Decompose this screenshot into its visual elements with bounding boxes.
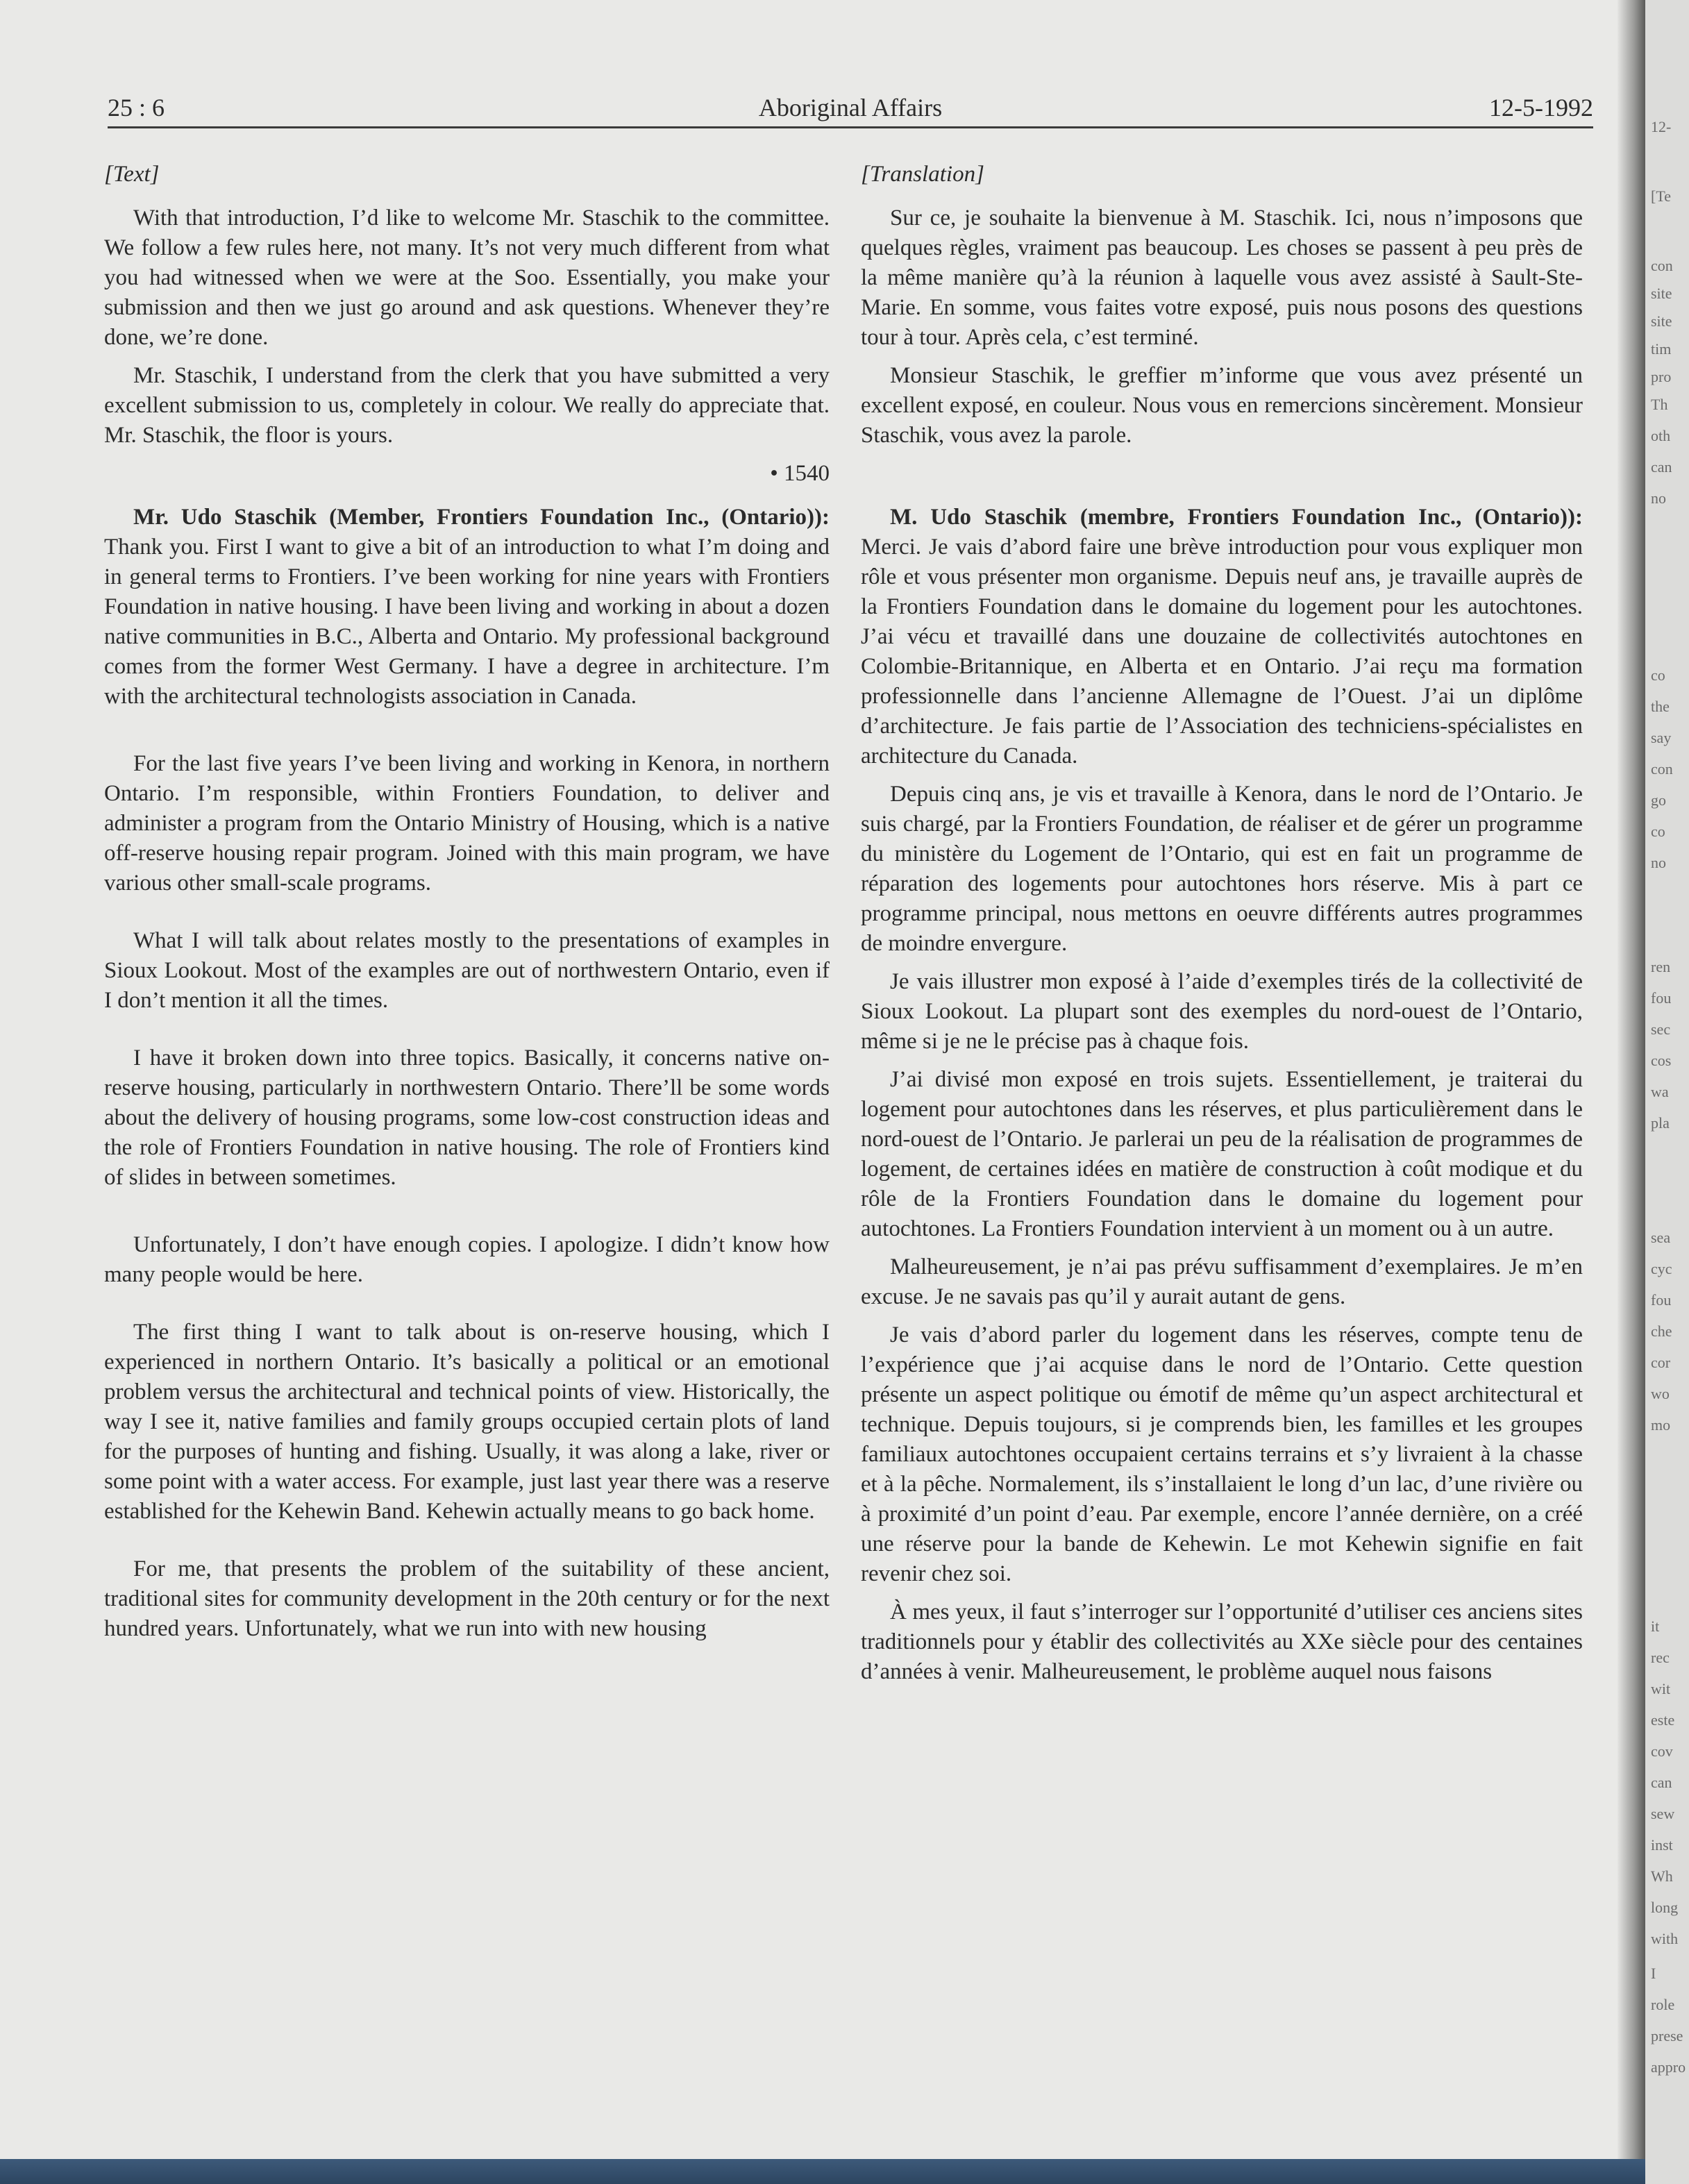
adjacent-page-text-fragment: long [1651,1899,1679,1916]
adjacent-page-text-fragment: appro [1651,2058,1686,2076]
adjacent-page-text-fragment: it [1651,1618,1660,1635]
adjacent-page-edge [1645,0,1689,2184]
adjacent-page-text-fragment: I [1651,1965,1656,1982]
speaker-paragraph [861,503,1583,771]
adjacent-page-text-fragment: site [1651,285,1672,302]
adjacent-page-text-fragment: can [1651,1774,1672,1791]
adjacent-page-text-fragment: fou [1651,989,1672,1007]
paragraph: J’ai divisé mon exposé en trois sujets. Essentiellement, je traiterai du logement pour autochtones dans les réserves, et plus particulièrement dans le nord-ouest de l’Ontario. Je parlerai un peu de la réalisation de programmes de logement, de certaines idées en matière de construction à coût modique et du rôle de la Frontiers Foundation dans le domaine du logement pour autochtones. La Frontiers Foundation intervient à un moment ou à un autre. [861,1067,1583,1241]
adjacent-page-text-fragment: sea [1651,1229,1671,1246]
adjacent-page-text-fragment: pla [1651,1114,1670,1132]
adjacent-page-text-fragment: sew [1651,1805,1675,1822]
english-column [104,160,830,1652]
adjacent-page-text-fragment: tim [1651,340,1672,358]
page-header [108,90,1593,128]
adjacent-page-text-fragment: cyc [1651,1260,1672,1277]
page-title: Aboriginal Affairs [758,94,943,121]
paragraph: Depuis cinq ans, je vis et travaille à Kenora, dans le nord de l’Ontario. Je suis chargé, par la Frontiers Foundation, de réaliser et de gérer un programme du ministère du Logement de l’Ontario, qui est en fait un programme de réparation des logements pour autochtones hors réserve. Mis à part ce programme principal, nous mettons en oeuvre différents autres programmes de moindre envergure. [861,782,1583,956]
adjacent-page-text-fragment: rec [1651,1649,1670,1666]
paragraph: With that introduction, I’d like to welcome Mr. Staschik to the committee. We follow a few rules here, not many. It’s not very much different from what you had witnessed when we were at the Soo. Essentially, you make your submission and then we just go around and ask questions. Whenever they’re done, we’re done. [104,205,830,350]
adjacent-page-text-fragment: no [1651,854,1666,871]
adjacent-page-text-fragment: pro [1651,368,1672,385]
binding-edge [0,2159,1645,2184]
paragraph: The first thing I want to talk about is on-reserve housing, which I experienced in northern Ontario. It’s basically a political or an emotional problem versus the architectural and technical points of view. Historically, the way I see it, native families and family groups occupied certain plots of land for the purposes of hunting and fishing. Usually, it was along a lake, river or some point with a water access. For example, just last year there was a reserve established for the Kehewin Band. Kehewin actually means to go back home. [104,1320,830,1524]
page-number: 25 : 6 [108,94,165,121]
adjacent-page-text-fragment: cor [1651,1354,1671,1371]
book-spine-shadow [1617,0,1645,2184]
adjacent-page-text-fragment: mo [1651,1416,1671,1434]
adjacent-page-text-fragment: the [1651,698,1670,715]
adjacent-page-text-fragment: con [1651,760,1673,778]
adjacent-page-text-fragment: wo [1651,1385,1670,1402]
paragraph: À mes yeux, il faut s’interroger sur l’opportunité d’utiliser ces anciens sites traditionnels pour y établir des collectivités au XXe siècle pour des centaines d’années à venir. Malheureusement, le problème auquel nous faisons [861,1599,1583,1684]
adjacent-page-text-fragment: prese [1651,2027,1683,2044]
adjacent-page-text-fragment: co [1651,666,1665,684]
adjacent-page-text-fragment: can [1651,458,1672,476]
adjacent-page-text-fragment: no [1651,489,1666,507]
adjacent-page-text-fragment: cos [1651,1052,1672,1069]
translation-tag: [Translation] [861,162,984,187]
french-column [861,160,1583,1695]
adjacent-page-text-fragment: wit [1651,1680,1671,1697]
adjacent-page-text-fragment: [Te [1651,187,1671,205]
adjacent-page-text-fragment: with [1651,1930,1679,1947]
adjacent-page-text-fragment: oth [1651,427,1671,444]
adjacent-page-text-fragment: go [1651,791,1666,809]
adjacent-page-text-fragment: ren [1651,958,1671,975]
adjacent-page-text-fragment: cov [1651,1742,1673,1760]
adjacent-page-text-fragment: che [1651,1322,1672,1340]
adjacent-page-text-fragment: wa [1651,1083,1669,1100]
paragraph: Je vais illustrer mon exposé à l’aide d’exemples tirés de la collectivité de Sioux Lookout. La plupart sont des exemples du nord-ouest de l’Ontario, même si je ne le précise pas à chaque fois. [861,969,1583,1054]
paragraph: Malheureusement, je n’ai pas prévu suffisamment d’exemplaires. Je m’en excuse. Je ne savais pas qu’il y aurait autant de gens. [861,1254,1583,1309]
adjacent-page-text-fragment: site [1651,312,1672,330]
paragraph: What I will talk about relates mostly to the presentations of examples in Sioux Lookout. Most of the examples are out of northwestern Ontario, even if I don’t mention it all the times. [104,928,830,1013]
adjacent-page-text-fragment: con [1651,257,1673,274]
paragraph: Je vais d’abord parler du logement dans les réserves, compte tenu de l’expérience que j’ai acquise dans le nord de l’Ontario. Cette question présente un aspect politique ou émotif de même qu’un aspect architectural et technique. Depuis toujours, si je comprends bien, les familles et les groupes familiaux autochtones occupaient certains terrains et s’y livraient à la chasse et à la pêche. Normalement, ils s’installaient le long d’un lac, d’une rivière ou à proximité d’un point d’eau. Par exemple, encore l’année dernière, on a créé une réserve pour la bande de Kehewin. Le mot Kehewin signifie en fait revenir chez soi. [861,1322,1583,1586]
adjacent-page-text-fragment: say [1651,729,1672,746]
speaker-text: Merci. Je vais d’abord faire une brève introduction pour vous expliquer mon rôle et vous présenter mon organisme. Depuis neuf ans, je travaille auprès de la Frontiers Foundation dans le domaine du logement pour les autochtones. J’ai vécu et travaillé dans une douzaine de collectivités autochtones en Colombie-Britannique, en Alberta et en Ontario. J’ai reçu ma formation professionnelle dans l’ancienne Allemagne de l’Ouest. J’ai un diplôme d’architecture. Je fais partie de l’Association des techniciens-spécialistes en architecture du Canada. [861,535,1583,768]
adjacent-page-text-fragment: Th [1651,396,1668,413]
text-tag: [Text] [104,162,160,187]
paragraph: I have it broken down into three topics. Basically, it concerns native on-reserve housing, particularly in northwestern Ontario. There’ll be some words about the delivery of housing programs, some low-cost construction ideas and the role of Frontiers Foundation in native housing. The role of Frontiers kind of slides in between sometimes. [104,1045,830,1190]
adjacent-page-text-fragment: role [1651,1996,1675,2013]
page-date: 12-5-1992 [1489,94,1593,121]
adjacent-page-text-fragment: inst [1651,1836,1673,1854]
speaker-text: Thank you. First I want to give a bit of an introduction to what I’m doing and in general terms to Frontiers. I’ve been working for nine years with Frontiers Foundation in native housing. I have been living and working in about a dozen native communities in B.C., Alberta and Ontario. My professional background comes from the former West Germany. I have a degree in architecture. I’m with the architectural technologists association in Canada. [104,535,830,709]
speaker-paragraph [104,503,830,712]
adjacent-page-text-fragment: Wh [1651,1867,1673,1885]
adjacent-page-text-fragment: co [1651,823,1665,840]
paragraph: For me, that presents the problem of the suitability of these ancient, traditional sites for community development in the 20th century or for the next hundred years. Unfortunately, what we run into with new housing [104,1556,830,1641]
paragraph: Mr. Staschik, I understand from the clerk that you have submitted a very excellent submission to us, completely in colour. We really do appreciate that. Mr. Staschik, the floor is yours. [104,363,830,448]
adjacent-page-text-fragment: 12- [1651,118,1672,135]
adjacent-page-text-fragment: fou [1651,1291,1672,1309]
paragraph: Monsieur Staschik, le greffier m’informe que vous avez présenté un excellent exposé, en couleur. Nous vous en remercions sincèrement. Monsieur Staschik, vous avez la parole. [861,363,1583,448]
paragraph: Unfortunately, I don’t have enough copies. I apologize. I didn’t know how many people would be here. [104,1232,830,1287]
paragraph: For the last five years I’ve been living and working in Kenora, in northern Ontario. I’m responsible, within Frontiers Foundation, to deliver and administer a program from the Ontario Ministry of Housing, which is a native off-reserve housing repair program. Joined with this main program, we have various other small-scale programs. [104,751,830,896]
adjacent-page-text-fragment: sec [1651,1020,1671,1038]
time-marker: • 1540 [770,461,830,486]
speaker-name: M. Udo Staschik (membre, Frontiers Foundation Inc., (Ontario)): [890,505,1583,530]
paragraph: Sur ce, je souhaite la bienvenue à M. Staschik. Ici, nous n’imposons que quelques règles, vraiment pas beaucoup. Les choses se passent à peu près de la même manière qu’à la réunion à laquelle vous avez assisté à Sault-Ste-Marie. En somme, vous faites votre exposé, puis nous posons des questions tour à tour. Après cela, c’est terminé. [861,205,1583,350]
adjacent-page-text-fragment: este [1651,1711,1675,1729]
speaker-name: Mr. Udo Staschik (Member, Frontiers Foundation Inc., (Ontario)): [133,505,830,530]
